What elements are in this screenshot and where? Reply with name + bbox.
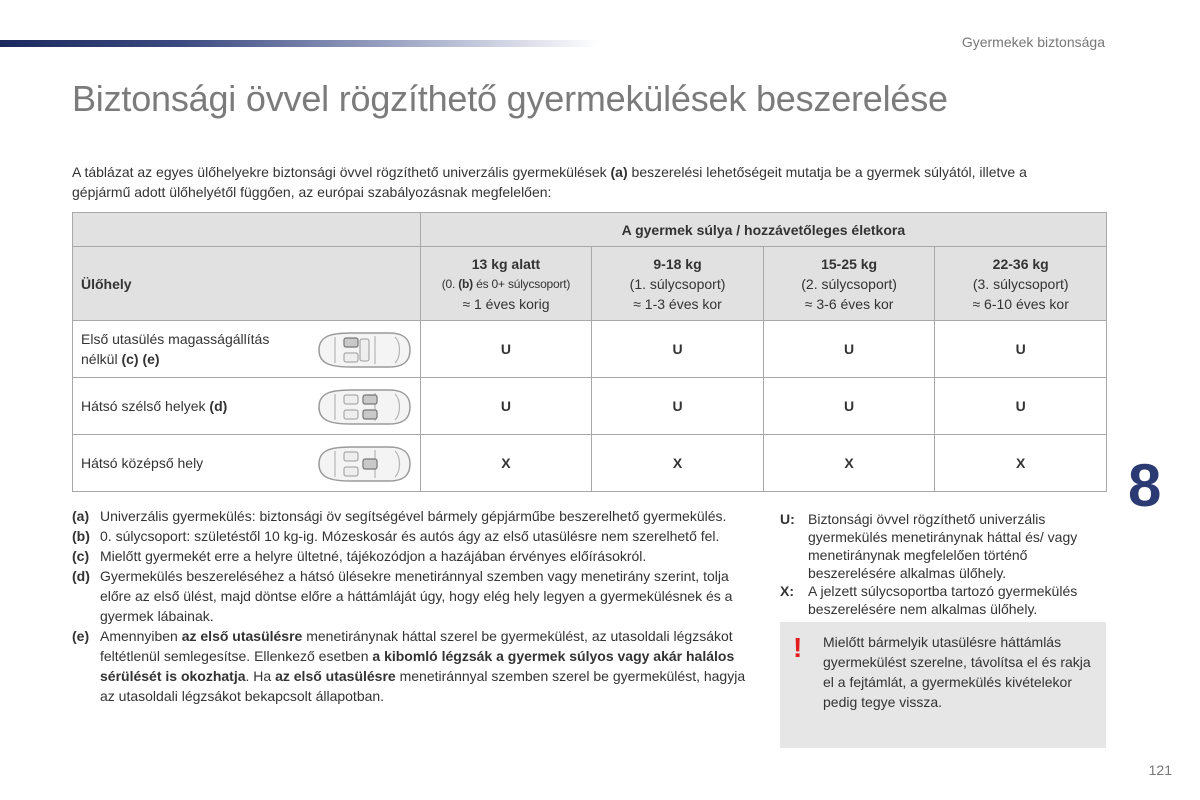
- weight-age: ≈ 3-6 éves kor: [804, 295, 894, 312]
- seat-label: [81, 396, 301, 416]
- table-corner-cell: [73, 213, 421, 247]
- page-number: 121: [1148, 762, 1172, 778]
- weight-kg: 9-18 kg: [653, 255, 702, 272]
- intro-ref-a: (a): [610, 164, 628, 180]
- table-row: [73, 321, 1107, 378]
- intro-text-1: A táblázat az egyes ülőhelyekre biztonsági övvel rögzíthető univerzális gyermekülések: [72, 164, 611, 180]
- legend-text: Biztonsági övvel rögzíthető univerzális gyermekülés menetiránynak háttal és/ vagy menetiránynak megfelelően történő beszerelésére alkalmas ülőhely.: [808, 511, 1078, 581]
- legend-text: A jelzett súlycsoportba tartozó gyermekülés beszerelésére nem alkalmas ülőhely.: [808, 583, 1078, 617]
- weight-kg: 22-36 kg: [992, 255, 1049, 272]
- footnote-text: Mielőtt gyermekét erre a helyre ültetné, tájékozódjon a hazájában érvényes előírásokról.: [100, 548, 647, 564]
- seat-refs: (d): [209, 398, 228, 414]
- weight-age: ≈ 1 éves korig: [462, 295, 550, 312]
- legend-x: [780, 582, 1110, 618]
- seat-label: [81, 329, 301, 369]
- value-cell: U: [763, 321, 935, 378]
- seat-label-line1: Első utasülés magasságállítás: [81, 331, 270, 347]
- footnote-e-bold-3: az első utasülésre: [275, 668, 396, 684]
- section-title: Gyermekek biztonsága: [961, 34, 1105, 50]
- legend: [780, 510, 1110, 618]
- footnote-text: Univerzális gyermekülés: biztonsági öv segítségével bármely gépjárműbe beszerelhető gyermekülés.: [100, 508, 727, 524]
- child-seat-table: [72, 212, 1107, 492]
- intro-text-2: beszerelési lehetőségeit mutatja be a gyermek súlyától, illetve a gépjármű adott ülőhelyétől függően, az európai szabályozásnak megfelelően:: [72, 164, 1027, 200]
- footnote-key: (b): [72, 528, 90, 544]
- seat-cell-front-passenger: [73, 321, 421, 378]
- value-cell: U: [935, 321, 1107, 378]
- value-cell: U: [592, 321, 764, 378]
- footnote-text: 0. súlycsoport: születéstől 10 kg-ig. Mózeskosár és autós ágy az első utasülésre nem szerelhető fel.: [100, 528, 720, 544]
- weight-kg: 15-25 kg: [821, 255, 878, 272]
- car-front-seat-icon: [311, 328, 415, 372]
- legend-u: [780, 510, 1110, 582]
- weight-age: ≈ 6-10 éves kor: [972, 295, 1069, 312]
- group-pre: (0.: [441, 276, 459, 291]
- chapter-number: 8: [1128, 452, 1162, 519]
- footnote-e-text-1: Amennyiben: [100, 628, 182, 644]
- weight-group: (2. súlycsoport): [801, 275, 897, 292]
- seat-cell-rear-outer: [73, 378, 421, 435]
- header-gradient-bar: [0, 40, 600, 47]
- warning-text: Mielőtt bármelyik utasülésre háttámlás gyermekülést szerelne, távolítsa el és rakja el a fejtámlát, a gyermekülés kivételekor pedig tegye vissza.: [823, 634, 1091, 710]
- value-cell: U: [420, 378, 592, 435]
- footnote-e: [72, 626, 752, 706]
- value-cell: X: [935, 435, 1107, 492]
- intro-paragraph: [72, 162, 1082, 202]
- footnotes: [72, 506, 752, 706]
- footnote-e-bold-1: az első utasülésre: [181, 628, 303, 644]
- weight-age: ≈ 1-3 éves kor: [633, 295, 722, 312]
- table-row: [73, 435, 1107, 492]
- footnote-text: Gyermekülés beszereléséhez a hátsó ülésekre menetiránnyal szemben vagy menetirány szerint, tolja előre az első ülést, majd döntse előre a háttámláját úgy, hogy elég hely legyen a gyermekülésnek és a gyermek lábainak.: [100, 568, 733, 624]
- weight-group: [421, 274, 592, 294]
- weight-kg: 13 kg alatt: [471, 255, 541, 272]
- group-post: és 0+ súlycsoport): [472, 276, 571, 291]
- value-cell: X: [592, 435, 764, 492]
- value-cell: X: [763, 435, 935, 492]
- group-ref-b: (b): [458, 276, 473, 291]
- legend-key: X:: [780, 583, 794, 599]
- value-cell: U: [420, 321, 592, 378]
- value-cell: U: [763, 378, 935, 435]
- footnote-e-text-2: menetiránynak háttal szerel be gyermekülést, az utasoldali légzsákot feltétlenül semlegesítse. Ellenkező esetben: [100, 628, 733, 664]
- seat-label: Hátsó középső hely: [81, 455, 204, 471]
- footnote-e-text-4: menetiránnyal szemben szerel be gyermekülést, hagyja az utasoldali légzsákot bekapcsolt állapotban.: [100, 668, 746, 704]
- car-rear-outer-seats-icon: [311, 385, 415, 429]
- footnote-e-bold-2: a kibomló légzsák a gyermek súlyos vagy akár halálos sérülését is okozhatja: [100, 648, 735, 684]
- weight-group: (3. súlycsoport): [972, 275, 1069, 292]
- weight-column-3: [763, 247, 935, 321]
- value-cell: U: [592, 378, 764, 435]
- footnote-a: [72, 506, 752, 526]
- footnote-key: (c): [72, 548, 90, 564]
- warning-icon: !: [793, 632, 803, 663]
- weight-group: (1. súlycsoport): [629, 275, 726, 292]
- value-cell: X: [420, 435, 592, 492]
- seat-column-header: [73, 247, 421, 321]
- seat-header-label: Ülőhely: [81, 275, 132, 292]
- table-row: [73, 378, 1107, 435]
- seat-cell-rear-middle: [73, 435, 421, 492]
- value-cell: U: [935, 378, 1107, 435]
- footnote-e-text-3: . Ha: [245, 668, 276, 684]
- footnote-b: [72, 526, 752, 546]
- page-title: Biztonsági övvel rögzíthető gyermekülések beszerelése: [72, 78, 948, 119]
- seat-label-line1: Hátsó szélső helyek: [81, 398, 210, 414]
- footnote-key: (e): [72, 628, 90, 644]
- legend-key: U:: [780, 511, 795, 527]
- footnote-key: (a): [72, 508, 90, 524]
- seat-label-line2: nélkül: [81, 351, 122, 367]
- weight-column-2: [592, 247, 764, 321]
- weight-column-1: [420, 247, 592, 321]
- weight-group-header: A gyermek súlya / hozzávetőleges életkora: [420, 213, 1106, 247]
- seat-refs: (c) (e): [121, 351, 160, 367]
- footnote-c: [72, 546, 752, 566]
- warning-box: [780, 622, 1106, 748]
- footnote-d: [72, 566, 752, 626]
- footnote-text: [100, 626, 752, 706]
- footnote-key: (d): [72, 568, 90, 584]
- weight-column-4: [935, 247, 1107, 321]
- car-rear-middle-seat-icon: [311, 442, 415, 486]
